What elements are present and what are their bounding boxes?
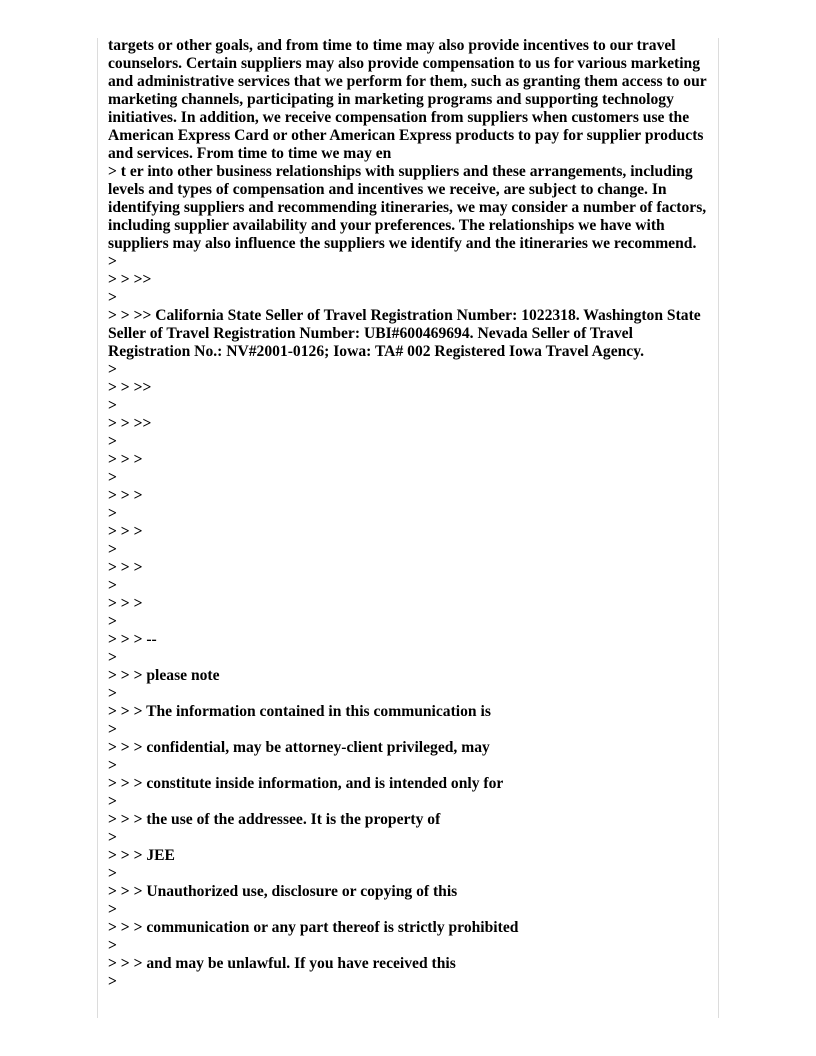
text-line: >: [108, 973, 117, 990]
text-line: >: [108, 397, 117, 414]
text-line: > > >: [108, 595, 143, 612]
text-line: >: [108, 649, 117, 666]
text-line: >: [108, 901, 117, 918]
text-line: >: [108, 361, 117, 378]
text-line: > > >>: [108, 271, 152, 288]
text-line: >: [108, 253, 117, 270]
text-line: >: [108, 865, 117, 882]
text-line: > > >: [108, 487, 143, 504]
text-line: > > >>: [108, 415, 152, 432]
text-line: > > > JEE: [108, 847, 175, 864]
text-line: >: [108, 685, 117, 702]
text-line: > > > Unauthorized use, disclosure or copying of this: [108, 883, 458, 900]
email-body: [108, 37, 712, 991]
text-line: > > >: [108, 559, 143, 576]
text-line: >: [108, 577, 117, 594]
text-line: > > > The information contained in this communication is: [108, 703, 491, 720]
text-line: > > > and may be unlawful. If you have received this: [108, 955, 456, 972]
text-line: >: [108, 721, 117, 738]
text-line: > > > confidential, may be attorney-client privileged, may: [108, 739, 490, 756]
text-line: > > > please note: [108, 667, 220, 684]
text-line: >: [108, 937, 117, 954]
text-line: > t er into other business relationships with suppliers and these arrangements, including levels and types of compensation and incentives we receive, are subject to change. In identifying suppliers and recommending itineraries, we may consider a number of factors, including supplier availability and your preferences. The relationships we have with suppliers may also influence the suppliers we identify and the itineraries we recommend.: [108, 163, 707, 252]
text-line: >: [108, 793, 117, 810]
text-line: >: [108, 541, 117, 558]
text-line: >: [108, 505, 117, 522]
text-line: targets or other goals, and from time to time may also provide incentives to our travel counselors. Certain suppliers may also provide compensation to us for various marketing and administrative services that we perform for them, such as granting them access to our marketing channels, participating in marketing programs and supporting technology initiatives. In addition, we receive compensation from suppliers when customers use the American Express Card or other American Express products to pay for supplier products and services. From time to time we may en: [108, 37, 707, 162]
text-line: >: [108, 829, 117, 846]
text-line: > > > the use of the addressee. It is the property of: [108, 811, 441, 828]
text-line: > > > communication or any part thereof is strictly prohibited: [108, 919, 519, 936]
text-line: >: [108, 433, 117, 450]
text-line: > > > constitute inside information, and is intended only for: [108, 775, 504, 792]
text-line: > > >: [108, 523, 143, 540]
text-line: >: [108, 469, 117, 486]
text-line: > > >>: [108, 379, 152, 396]
text-line: >: [108, 613, 117, 630]
text-line: >: [108, 289, 117, 306]
text-line: > > > --: [108, 631, 157, 648]
text-line: >: [108, 757, 117, 774]
text-line: > > >> California State Seller of Travel Registration Number: 1022318. Washington State Seller of Travel Registration Number: UBI#600469694. Nevada Seller of Travel Registration No.: NV#2001-0126; Iowa: TA# 002 Registered Iowa Travel Agency.: [108, 307, 701, 360]
text-line: > > >: [108, 451, 143, 468]
